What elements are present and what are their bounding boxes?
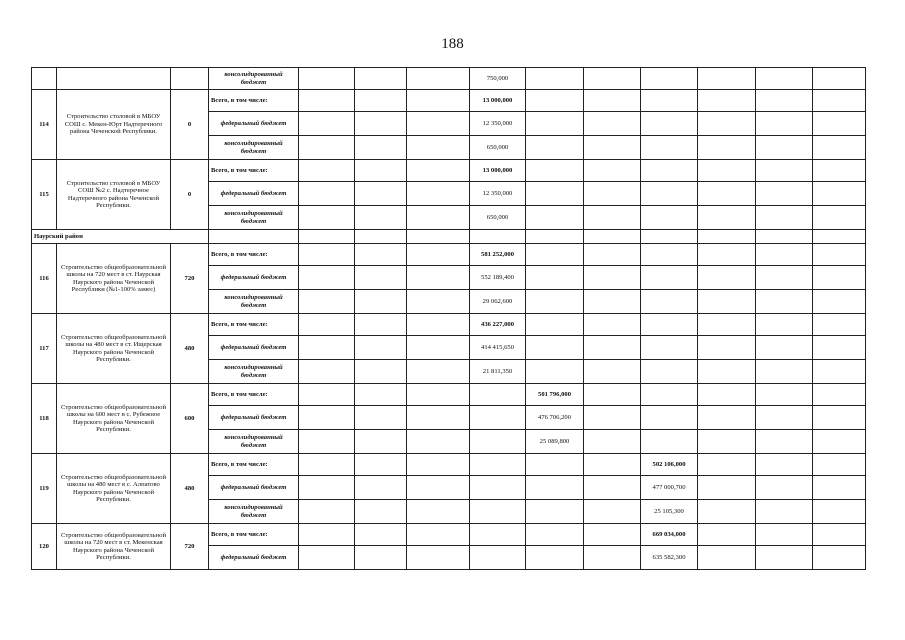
- district-row: [32, 230, 866, 244]
- row-number: 120: [32, 524, 57, 570]
- project-name: Строительство общеобразовательной школы на 480 мест в с. Алпатово Наурского района Чеченской Республики.: [57, 454, 171, 524]
- table-row: [32, 160, 866, 182]
- total-label: Всего, в том числе:: [209, 384, 299, 406]
- table-row: [32, 90, 866, 112]
- amount-cell: 414 415,650: [470, 336, 526, 360]
- row-number: 119: [32, 454, 57, 524]
- row-number: 118: [32, 384, 57, 454]
- table-row: [32, 244, 866, 266]
- amount-cell: 25 105,300: [641, 500, 698, 524]
- capacity-cell: 480: [171, 314, 209, 384]
- federal-budget-label: федеральный бюджет: [209, 182, 299, 206]
- consolidated-budget-label: консолидированный бюджет: [209, 206, 299, 230]
- federal-budget-label: федеральный бюджет: [209, 336, 299, 360]
- total-label: Всего, в том числе:: [209, 454, 299, 476]
- federal-budget-label: федеральный бюджет: [209, 406, 299, 430]
- capacity-cell: 0: [171, 160, 209, 230]
- total-label: Всего, в том числе:: [209, 524, 299, 546]
- table-row: [32, 68, 866, 90]
- table-row: [32, 524, 866, 546]
- project-name: Строительство столовой в МБОУ СОШ с. Мекен-Юрт Надтеречного района Чеченской Республики.: [57, 90, 171, 160]
- consolidated-budget-label: консолидированный бюджет: [209, 500, 299, 524]
- capacity-cell: 0: [171, 90, 209, 160]
- total-label: Всего, в том числе:: [209, 160, 299, 182]
- consolidated-budget-label: консолидированный бюджет: [209, 290, 299, 314]
- federal-budget-label: федеральный бюджет: [209, 266, 299, 290]
- federal-budget-label: федеральный бюджет: [209, 546, 299, 570]
- row-number: 117: [32, 314, 57, 384]
- amount-cell: 13 000,000: [470, 160, 526, 182]
- district-heading: Наурский район: [32, 230, 209, 244]
- amount-cell: 669 034,000: [641, 524, 698, 546]
- amount-cell: 12 350,000: [470, 112, 526, 136]
- amount-cell: 25 089,800: [526, 430, 584, 454]
- budget-table: [31, 67, 866, 570]
- consolidated-budget-label: консолидированный бюджет: [209, 68, 299, 90]
- table-row: [32, 454, 866, 476]
- consolidated-budget-label: консолидированный бюджет: [209, 360, 299, 384]
- amount-cell: 750,000: [470, 68, 526, 90]
- amount-cell: 477 000,700: [641, 476, 698, 500]
- federal-budget-label: федеральный бюджет: [209, 112, 299, 136]
- amount-cell: 650,000: [470, 206, 526, 230]
- total-label: Всего, в том числе:: [209, 244, 299, 266]
- table-row: [32, 384, 866, 406]
- capacity-cell: 600: [171, 384, 209, 454]
- amount-cell: 29 062,600: [470, 290, 526, 314]
- total-label: Всего, в том числе:: [209, 314, 299, 336]
- amount-cell: 436 227,000: [470, 314, 526, 336]
- amount-cell: 502 106,000: [641, 454, 698, 476]
- amount-cell: 650,000: [470, 136, 526, 160]
- project-name: Строительство общеобразовательной школы на 720 мест в ст. Мекенская Наурского района Чеченской Республики.: [57, 524, 171, 570]
- capacity-cell: 480: [171, 454, 209, 524]
- table-row: [32, 314, 866, 336]
- row-number: 114: [32, 90, 57, 160]
- consolidated-budget-label: консолидированный бюджет: [209, 430, 299, 454]
- amount-cell: 21 811,350: [470, 360, 526, 384]
- amount-cell: 13 000,000: [470, 90, 526, 112]
- total-label: Всего, в том числе:: [209, 90, 299, 112]
- federal-budget-label: федеральный бюджет: [209, 476, 299, 500]
- amount-cell: 581 252,000: [470, 244, 526, 266]
- row-number: 116: [32, 244, 57, 314]
- row-number: 115: [32, 160, 57, 230]
- project-name: Строительство столовой в МБОУ СОШ №2 с. Надтеречное Надтеречного района Чеченской Республики.: [57, 160, 171, 230]
- amount-cell: 552 189,400: [470, 266, 526, 290]
- capacity-cell: 720: [171, 524, 209, 570]
- amount-cell: 635 582,300: [641, 546, 698, 570]
- amount-cell: 476 706,200: [526, 406, 584, 430]
- project-name: Строительство общеобразовательной школы на 720 мест в ст. Наурская Наурского района Чеченской Республики (№1-100% замес): [57, 244, 171, 314]
- project-name: Строительство общеобразовательной школы на 480 мест в ст. Ищерская Наурского района Чеченской Республики.: [57, 314, 171, 384]
- project-name: Строительство общеобразовательной школы на 600 мест в с. Рубежное Наурского района Чеченской Республики.: [57, 384, 171, 454]
- capacity-cell: 720: [171, 244, 209, 314]
- amount-cell: 501 796,000: [526, 384, 584, 406]
- page-number: 188: [441, 36, 464, 52]
- consolidated-budget-label: консолидированный бюджет: [209, 136, 299, 160]
- amount-cell: 12 350,000: [470, 182, 526, 206]
